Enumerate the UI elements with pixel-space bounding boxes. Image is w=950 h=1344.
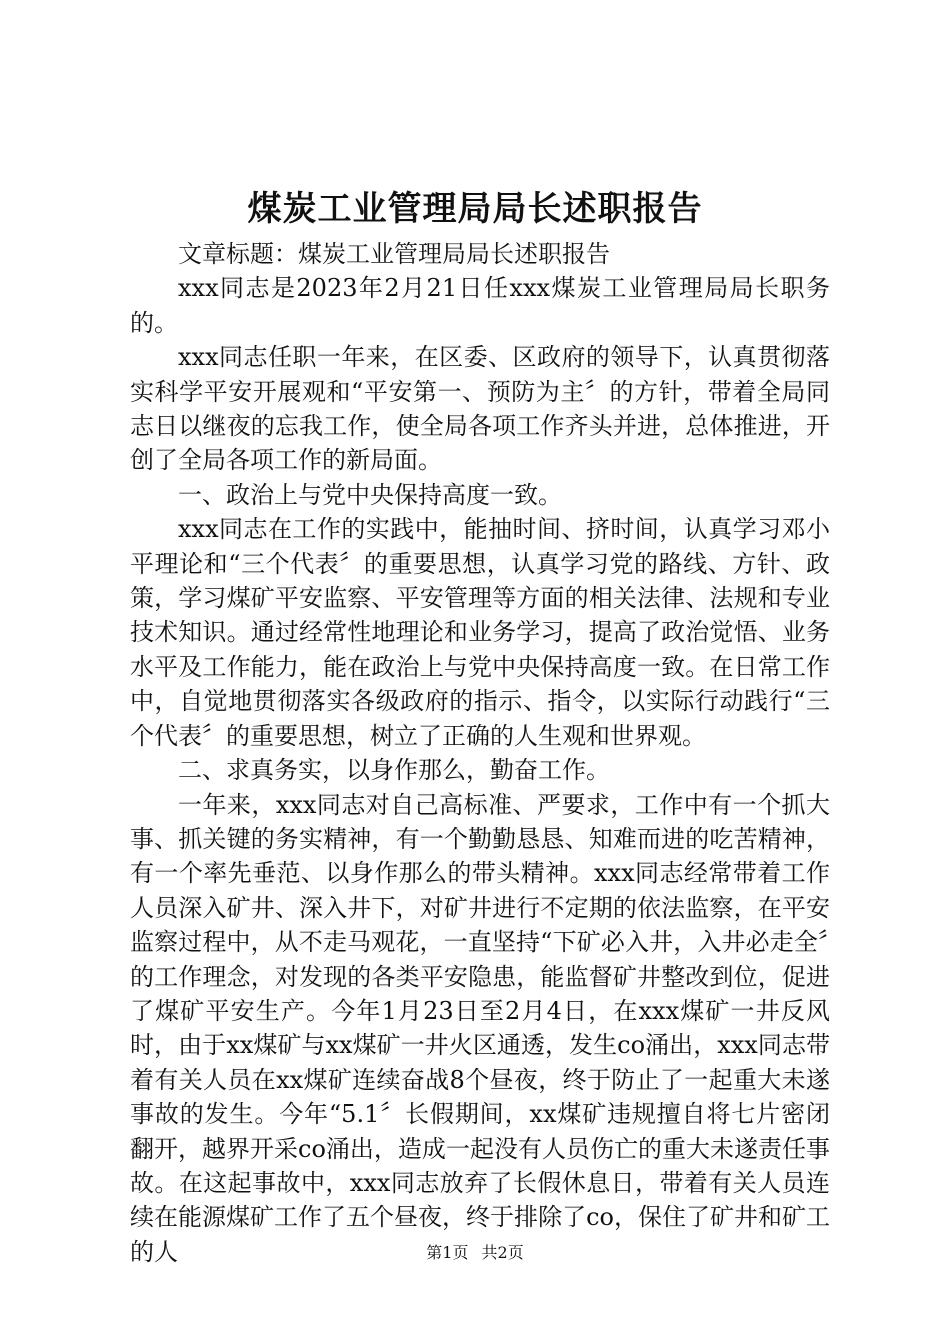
section-heading-1: 一、政治上与党中央保持高度一致。 bbox=[178, 480, 562, 509]
section-heading-2: 二、求真务实，以身作那么，勤奋工作。 bbox=[178, 756, 610, 785]
article-title-line: 文章标题：煤炭工业管理局局长述职报告 bbox=[178, 240, 610, 268]
paragraph-political-study: xxx同志在工作的实践中，能抽时间、挤时间，认真学习邓小平理论和“三个代表〞的重要思想，认真学习党的路线、方针、政策，学习煤矿平安监察、平安管理等方面的相关法律、法规和专业技术知识。通过经常性地理论和业务学习，提高了政治觉悟、业务水平及工作能力，能在政治上与党中央保持高度一致。在日常工作中，自觉地贯彻落实各级政府的指示、指令，以实际行动践行“三个代表〞的重要思想，树立了正确的人生观和世界观。 bbox=[130, 515, 830, 750]
page-footer bbox=[0, 1243, 950, 1263]
document-title: 煤炭工业管理局局长述职报告 bbox=[247, 189, 703, 229]
paragraph-appointment: xxx同志是2023年2月21日任xxx煤炭工业管理局局长职务的。 bbox=[130, 274, 830, 337]
paragraph-work-practice: 一年来，xxx同志对自己高标准、严要求，工作中有一个抓大事、抓关键的务实精神，有一个勤勤恳恳、知难而进的吃苦精神，有一个率先垂范、以身作那么的带头精神。xxx同志经常带着工作人员深入矿井、深入井下，对矿井进行不定期的依法监察，在平安监察过程中，从不走马观花，一直坚持“下矿必入井，入井必走全〞的工作理念，对发现的各类平安隐患，能监督矿井整改到位，促进了煤矿平安生产。今年1月23日至2月4日，在xxx煤矿一井反风时，由于xx煤矿与xx煤矿一井火区通透，发生co涌出，xxx同志带着有关人员在xx煤矿连续奋战8个昼夜，终于防止了一起重大未遂事故的发生。今年“5.1〞长假期间，xx煤矿违规擅自将七片密闭翻开，越界开采co涌出，造成一起没有人员伤亡的重大未遂责任事故。在这起事故中，xxx同志放弃了长假休息日，带着有关人员连续在能源煤矿工作了五个昼夜，终于排除了co，保住了矿井和矿工的人 bbox=[130, 790, 830, 1266]
paragraph-overview: xxx同志任职一年来，在区委、区政府的领导下，认真贯彻落实科学平安开展观和“平安第一、预防为主〞的方针，带着全局同志日以继夜的忘我工作，使全局各项工作齐头并进，总体推进，开创了全局各项工作的新局面。 bbox=[130, 343, 830, 475]
page-number-current: 第1页 bbox=[426, 1243, 469, 1262]
page-number-total: 共2页 bbox=[481, 1243, 524, 1262]
document-body bbox=[130, 237, 830, 1269]
